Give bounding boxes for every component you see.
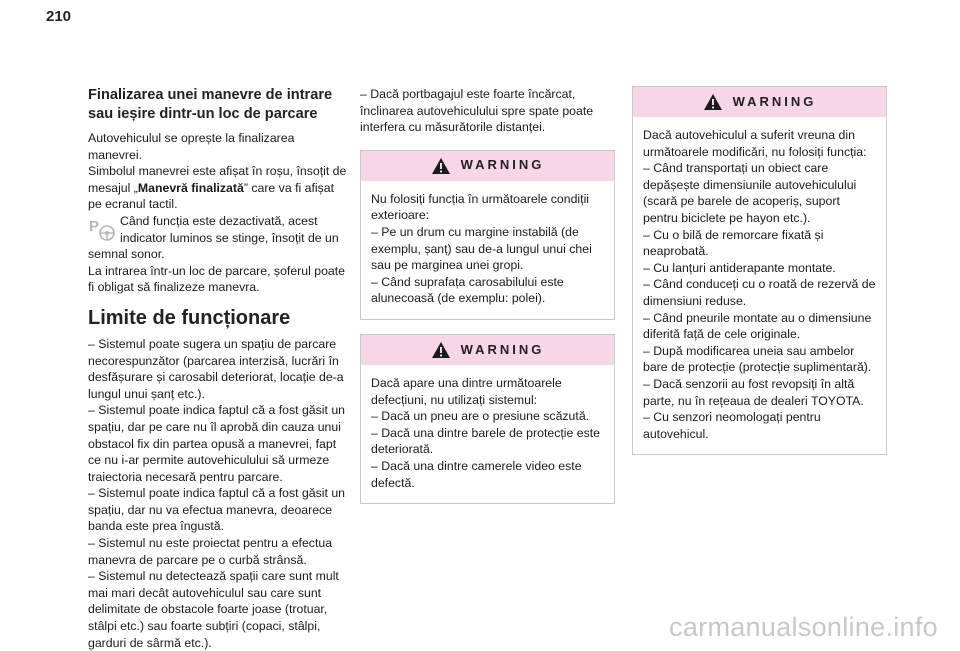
column-middle [360, 86, 615, 504]
park-assist-indicator-icon [88, 216, 118, 242]
warning-body: Dacă autovehiculul a suferit vreuna din următoarele modificări, nu folosiți funcția: – Când transportați un obiect care depășește dimensiunile autovehiculului (scară pe barele de acoperiș, suport pentru biciclete pe hayon etc.). – Cu o bilă de remorcare fixată și neaprobată. – Cu lanțuri antiderapante montate. – Când conduceți cu o roată de rezervă de dimensiuni reduse. – Când pneurile montate au o dimensiune diferită față de cele originale. – După modificarea uneia sau ambelor bare de protecție (protecție suplimentară). – Dacă senzorii au fost revopsiți în altă parte, nu în rețeaua de dealeri TOYOTA. – Cu senzori neomologați pentru autovehicul. [643, 128, 876, 441]
warning-header [361, 151, 614, 181]
warning-header [633, 87, 886, 117]
column-left [88, 86, 348, 651]
indicator-line-3: semnal sonor. [88, 247, 165, 262]
warning-header [361, 335, 614, 365]
paragraph-finalize [88, 130, 348, 213]
indicator-line-1: Când funcția este dezactivată, acest [120, 213, 318, 228]
warning-title: WARNING [732, 93, 817, 109]
warning-triangle-icon [703, 93, 723, 111]
warning-body: Nu folosiți funcția în următoarele condiții exterioare: – Pe un drum cu margine instabilă (de exemplu, șanț) sau de-a lungul unui chei sau pe marginea unei gropi. – Când suprafața carosabilului este alunecoasă (de exemplu: polei). [371, 191, 592, 306]
warning-body: Dacă apare una dintre următoarele defecțiuni, nu utilizați sistemul: – Dacă un pneu are o presiune scăzută. – Dacă una dintre barele de protecție este deteriorată. – Dacă una dintre camerele video este defectă. [371, 375, 601, 490]
column-right [632, 86, 887, 455]
paragraph-text-end: ” care va fi afișat pe ecranul tactil. [88, 180, 335, 212]
svg-text:P: P [89, 217, 100, 235]
indicator-line-2: indicator luminos se stinge, însoțit de un [120, 230, 339, 245]
page-number: 210 [46, 8, 72, 25]
limits-list: – Sistemul poate sugera un spațiu de parcare necorespunzător (parcarea interzisă, lucrări în desfășurare și carosabil deteriorat, locație de-a lungul unui șanț etc.). – Sistemul poate indica faptul că a fost găsit un spațiu, dar pe care nu îl aprobă din cauza unui obstacol fix din partea opusă a manevrei, fapt ce nu i-ar permite autovehiculului să urmeze traiectoria necesară pentru parcare. – Sistemul poate indica faptul că a fost găsit un spațiu, dar nu va efectua manevra, deoarece banda este prea îngustă. – Sistemul nu este proiectat pentru a efectua manevra de parcare pe o curbă strânsă. – Sistemul nu detectează spații care sunt mult mai mari decât autovehiculul sau care sunt delimitate de obstacole foarte joase (trotuar, stâlpi etc.) sau foarte subțiri (copaci, stâlpi, garduri de sârmă etc.). [88, 336, 346, 650]
warning-triangle-icon [431, 341, 451, 359]
section-title-limits: Limite de funcționare [88, 306, 291, 329]
trunk-note: – Dacă portbagajul este foarte încărcat, înclinarea autovehiculului spre spate poate interfera cu măsurătorile distanței. [360, 87, 594, 135]
watermark: carmanualsonline.info [669, 612, 938, 642]
warning-box-conditions [360, 150, 615, 320]
warning-box-modifications [632, 86, 887, 455]
warning-box-faults [360, 334, 615, 504]
paragraph-driver: La intrarea într-un loc de parcare, șoferul poate fi obligat să finalizeze manevra. [88, 263, 346, 295]
paragraph-text: Autovehiculul se oprește la finalizarea manevrei. Simbolul manevrei este afișat în roșu, însoțit de mesajul „ [88, 131, 347, 195]
warning-title: WARNING [460, 341, 545, 357]
warning-title: WARNING [460, 157, 545, 173]
warning-triangle-icon [431, 157, 451, 175]
section-heading-finalize: Finalizarea unei manevre de intrare sau ieșire dintr-un loc de parcare [88, 87, 333, 122]
indicator-paragraph [88, 213, 348, 263]
message-bold-text: Manevră finalizată [137, 180, 244, 195]
